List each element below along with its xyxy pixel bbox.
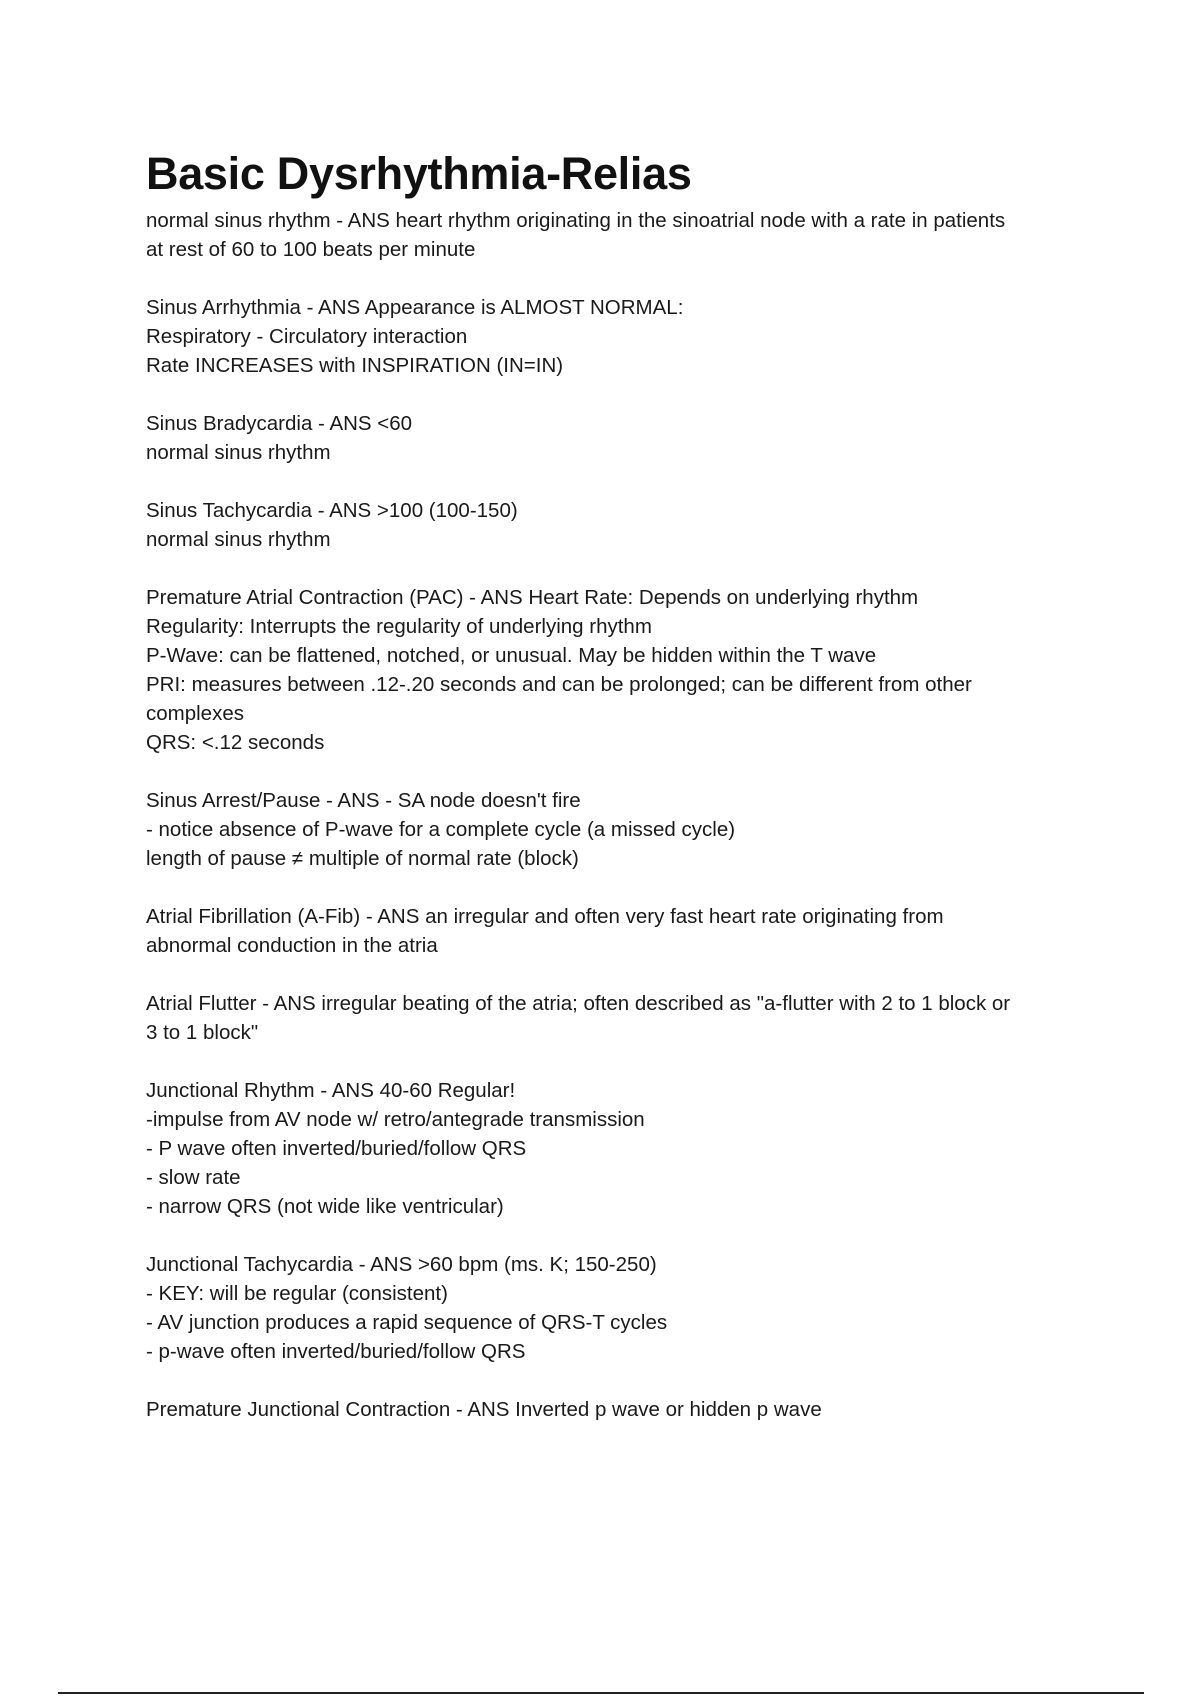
flashcard-entry	[146, 1076, 1096, 1221]
flashcard-entry	[146, 206, 1096, 264]
flashcard-entry	[146, 496, 1096, 554]
flashcard-entry	[146, 786, 1096, 873]
flashcard-entry	[146, 902, 1096, 960]
entry-term-line: Atrial Fibrillation (A-Fib) - ANS an irregular and often very fast heart rate originating from	[146, 905, 944, 928]
page-title: Basic Dysrhythmia-Relias	[146, 148, 692, 199]
entry-detail-line: P-Wave: can be flattened, notched, or unusual. May be hidden within the T wave	[146, 644, 877, 667]
entry-detail-line: - notice absence of P-wave for a complete cycle (a missed cycle)	[146, 818, 736, 841]
entry-term-line: Sinus Bradycardia - ANS <60	[146, 412, 413, 435]
entry-term-line: Atrial Flutter - ANS irregular beating of the atria; often described as "a-flutter with 2 to 1 block or	[146, 992, 1011, 1015]
entry-detail-line: - narrow QRS (not wide like ventricular)	[146, 1195, 504, 1218]
flashcard-entry	[146, 1250, 1096, 1366]
document-page	[146, 148, 1096, 1453]
entry-detail-line: length of pause ≠ multiple of normal rate (block)	[146, 847, 579, 870]
entry-term-line: Junctional Tachycardia - ANS >60 bpm (ms. K; 150-250)	[146, 1253, 657, 1276]
entry-detail-line: Rate INCREASES with INSPIRATION (IN=IN)	[146, 354, 564, 377]
entry-term-line: Sinus Arrest/Pause - ANS - SA node doesn't fire	[146, 789, 581, 812]
entry-detail-line: at rest of 60 to 100 beats per minute	[146, 238, 476, 261]
entry-detail-line: 3 to 1 block"	[146, 1021, 259, 1044]
entry-detail-line: QRS: <.12 seconds	[146, 731, 325, 754]
flashcard-entry	[146, 583, 1096, 757]
flashcard-entry	[146, 293, 1096, 380]
entry-detail-line: PRI: measures between .12-.20 seconds and can be prolonged; can be different from other	[146, 673, 972, 696]
entry-detail-line: - slow rate	[146, 1166, 241, 1189]
entry-detail-line: abnormal conduction in the atria	[146, 934, 438, 957]
entry-term-line: Premature Junctional Contraction - ANS Inverted p wave or hidden p wave	[146, 1398, 822, 1421]
entry-detail-line: Regularity: Interrupts the regularity of underlying rhythm	[146, 615, 652, 638]
entry-detail-line: - AV junction produces a rapid sequence of QRS-T cycles	[146, 1311, 668, 1334]
entry-term-line: Junctional Rhythm - ANS 40-60 Regular!	[146, 1079, 516, 1102]
page-bottom-rule	[58, 1692, 1144, 1694]
entry-detail-line: -impulse from AV node w/ retro/antegrade transmission	[146, 1108, 645, 1131]
flashcard-entry	[146, 989, 1096, 1047]
entry-detail-line: complexes	[146, 702, 244, 725]
entry-term-line: Sinus Tachycardia - ANS >100 (100-150)	[146, 499, 518, 522]
entry-detail-line: - P wave often inverted/buried/follow QRS	[146, 1137, 527, 1160]
entry-detail-line: normal sinus rhythm	[146, 528, 331, 551]
entry-detail-line: normal sinus rhythm	[146, 441, 331, 464]
entry-term-line: Sinus Arrhythmia - ANS Appearance is ALMOST NORMAL:	[146, 296, 684, 319]
entry-term-line: normal sinus rhythm - ANS heart rhythm originating in the sinoatrial node with a rate in patients	[146, 209, 1006, 232]
entry-detail-line: - p-wave often inverted/buried/follow QRS	[146, 1340, 526, 1363]
entry-detail-line: - KEY: will be regular (consistent)	[146, 1282, 448, 1305]
entry-term-line: Premature Atrial Contraction (PAC) - ANS Heart Rate: Depends on underlying rhythm	[146, 586, 919, 609]
flashcard-entry	[146, 1395, 1096, 1424]
flashcard-entry	[146, 409, 1096, 467]
flashcard-list	[146, 206, 1096, 1424]
entry-detail-line: Respiratory - Circulatory interaction	[146, 325, 468, 348]
